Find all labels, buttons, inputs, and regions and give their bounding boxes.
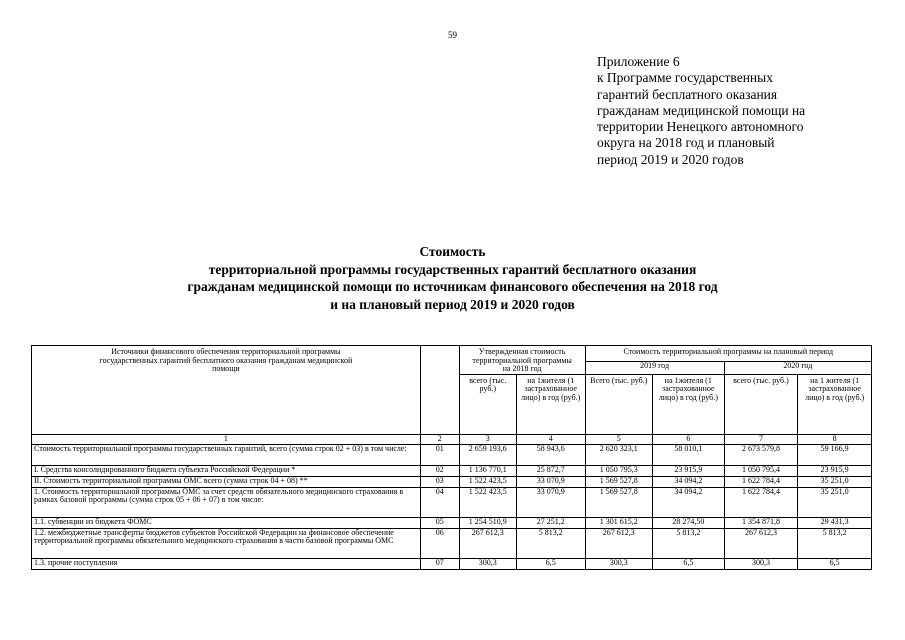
appendix-line: к Программе государственных: [597, 70, 773, 86]
row-value: 5 813,2: [798, 528, 872, 558]
row-value: 1 050 795,3: [585, 465, 653, 476]
row-value: 1 301 615,2: [585, 517, 653, 528]
row-value: 1 622 784,4: [724, 476, 798, 487]
header-year-2020: 2020 год: [724, 361, 871, 374]
appendix-note: [597, 54, 897, 168]
row-value: 267 612,3: [724, 528, 798, 558]
table-row: [32, 558, 872, 569]
table-row: [32, 444, 872, 465]
row-source-name: 1.1. субвенции из бюджета ФОМС: [32, 517, 421, 528]
header-total-2019: Всего (тыс. руб.): [585, 374, 653, 434]
row-source-name: 1. Стоимость территориальной программы ОМС за счет средств обязательного медицинского страхования в рамках базовой программы (сумма строк 05 + 06 + 07) в том числе:: [32, 487, 421, 517]
row-value: 267 612,3: [585, 528, 653, 558]
row-value: 2 673 579,8: [724, 444, 798, 465]
row-value: 58 943,6: [516, 444, 585, 465]
header-per-capita-2020: на 1 жителя (1 застрахованное лицо) в год (руб.): [798, 374, 872, 434]
header-year-2019: 2019 год: [585, 361, 724, 374]
row-value: 58 010,1: [653, 444, 725, 465]
column-number: 3: [459, 434, 516, 444]
header-row: [32, 346, 872, 362]
column-number: 6: [653, 434, 725, 444]
row-code: 04: [420, 487, 459, 517]
row-value: 59 166,9: [798, 444, 872, 465]
row-code: 03: [420, 476, 459, 487]
table-row: [32, 465, 872, 476]
appendix-line: Приложение 6: [597, 54, 680, 69]
header-total-2018: всего (тыс. руб.): [459, 374, 516, 434]
header-per-capita-2018: на 1жителя (1 застрахованное лицо) в год (руб.): [516, 374, 585, 434]
row-value: 2 659 193,6: [459, 444, 516, 465]
row-value: 5 813,2: [516, 528, 585, 558]
row-value: 1 254 510,9: [459, 517, 516, 528]
header-total-2020: всего (тыс. руб.): [724, 374, 798, 434]
row-value: 2 620 323,1: [585, 444, 653, 465]
row-value: 5 813,2: [653, 528, 725, 558]
row-code: 02: [420, 465, 459, 476]
row-value: 34 094,2: [653, 476, 725, 487]
row-value: 1 522 423,5: [459, 476, 516, 487]
header-per-capita-2019: на 1жителя (1 застрахованное лицо) в год (руб.): [653, 374, 725, 434]
row-value: 1 569 527,8: [585, 487, 653, 517]
row-value: 1 050 795,4: [724, 465, 798, 476]
row-value: 25 872,7: [516, 465, 585, 476]
row-value: 300,3: [459, 558, 516, 569]
table-row: [32, 528, 872, 558]
column-number: 4: [516, 434, 585, 444]
row-code: 07: [420, 558, 459, 569]
row-code: 05: [420, 517, 459, 528]
row-source-name: II. Стоимость территориальной программы ОМС всего (сумма строк 04 + 08) **: [32, 476, 421, 487]
row-value: 23 915,9: [798, 465, 872, 476]
column-number: 7: [724, 434, 798, 444]
row-value: 1 136 770,1: [459, 465, 516, 476]
header-approved: Утвержденная стоимость территориальной программы на 2018 год: [459, 346, 585, 375]
header-planned: Стоимость территориальной программы на плановый период: [585, 346, 872, 362]
appendix-line: округа на 2018 год и плановый: [597, 135, 775, 151]
row-value: 23 915,9: [653, 465, 725, 476]
row-source-name: 1.2. межбюджетные трансферты бюджетов субъектов Российской Федерации на финансовое обеспечение территориальной программы обязательного медицинского страхования в части базовой программы ОМС: [32, 528, 421, 558]
row-value: 35 251,0: [798, 487, 872, 517]
row-value: 267 612,3: [459, 528, 516, 558]
row-source-name: 1.3. прочие поступления: [32, 558, 421, 569]
row-value: 33 070,9: [516, 476, 585, 487]
row-value: 35 251,0: [798, 476, 872, 487]
table-row: [32, 487, 872, 517]
header-code: [420, 346, 459, 435]
row-value: 34 094,2: [653, 487, 725, 517]
table-row: [32, 476, 872, 487]
appendix-line: гарантий бесплатного оказания: [597, 86, 778, 102]
row-code: 01: [420, 444, 459, 465]
title-line: и на плановый период 2019 и 2020 годов: [330, 296, 575, 312]
document-title: [0, 243, 905, 313]
row-value: 27 251,2: [516, 517, 585, 528]
row-source-name: Стоимость территориальной программы государственных гарантий, всего (сумма строк 02 + 03) в том числе:: [32, 444, 421, 465]
row-value: 1 622 784,4: [724, 487, 798, 517]
title-line: гражданам медицинской помощи по источникам финансового обеспечения на 2018 год: [187, 279, 718, 294]
column-number: 5: [585, 434, 653, 444]
table-row: [32, 517, 872, 528]
title-line: Стоимость: [419, 244, 486, 259]
page-number: 59: [448, 30, 457, 40]
row-value: 1 354 871,8: [724, 517, 798, 528]
column-number-row: [32, 434, 872, 444]
row-value: 6,5: [653, 558, 725, 569]
appendix-line: гражданам медицинской помощи на: [597, 102, 806, 118]
appendix-line: территории Ненецкого автономного: [597, 119, 804, 135]
column-number: 2: [420, 434, 459, 444]
row-value: 6,5: [798, 558, 872, 569]
row-value: 33 070,9: [516, 487, 585, 517]
appendix-line: период 2019 и 2020 годов: [597, 151, 744, 167]
row-value: 1 569 527,8: [585, 476, 653, 487]
title-line: территориальной программы государственных гарантий бесплатного оказания: [208, 261, 697, 277]
row-source-name: I. Средства консолидированного бюджета субъекта Российской Федерации *: [32, 465, 421, 476]
header-sources: Источники финансового обеспечения территориальной программы государственных гарантий бесплатного оказания гражданам медицинской помощи: [32, 346, 421, 435]
row-value: 28 274,50: [653, 517, 725, 528]
row-code: 06: [420, 528, 459, 558]
financing-table: [31, 345, 872, 570]
column-number: 8: [798, 434, 872, 444]
row-value: 1 522 423,5: [459, 487, 516, 517]
column-number: 1: [32, 434, 421, 444]
row-value: 300,3: [724, 558, 798, 569]
row-value: 29 431,3: [798, 517, 872, 528]
row-value: 6,5: [516, 558, 585, 569]
row-value: 300,3: [585, 558, 653, 569]
